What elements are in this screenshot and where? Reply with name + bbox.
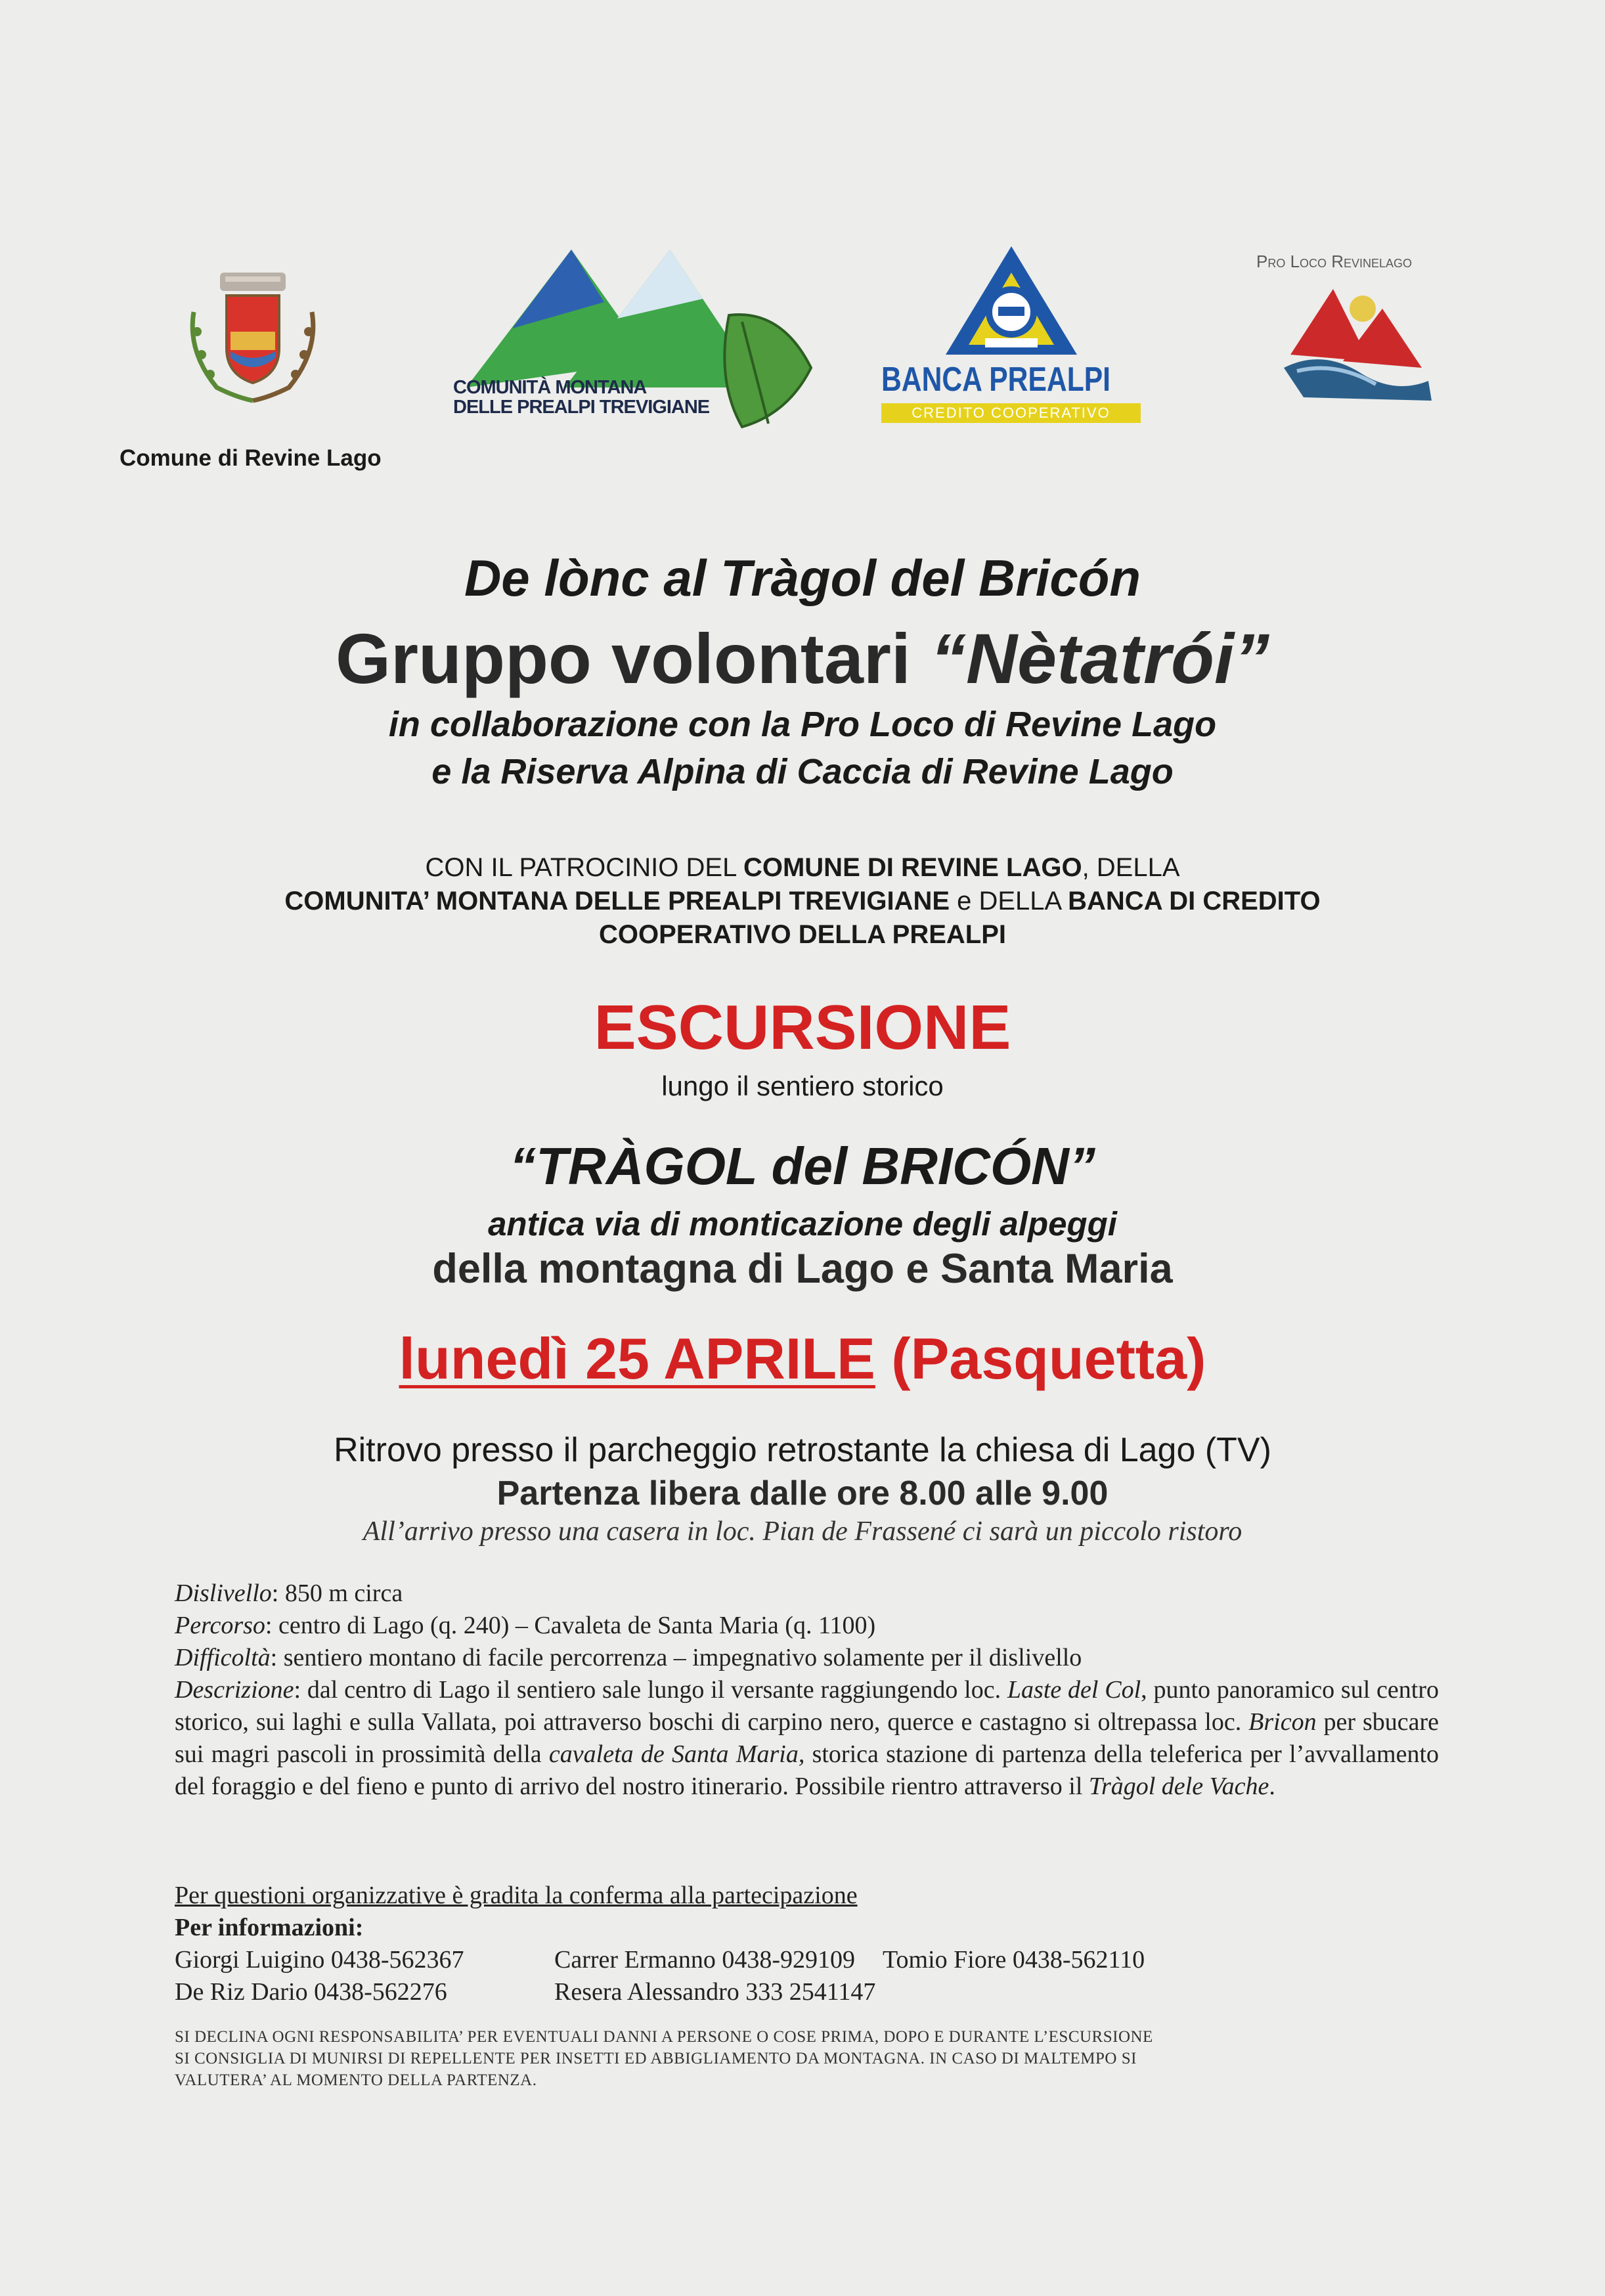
detail-percorso: Percorso: centro di Lago (q. 240) – Cavaleta de Santa Maria (q. 1100): [175, 1612, 876, 1639]
event-subtitle: lungo il sentiero storico: [661, 1071, 944, 1101]
banca-prealpi-sub: CREDITO COOPERATIVO: [881, 403, 1141, 423]
patronage-line-3: COOPERATIVO DELLA PREALPI: [598, 920, 1007, 949]
date-underlined: lunedì 25 APRILE: [399, 1326, 875, 1391]
event-date: [0, 1325, 1605, 1392]
detail-dislivello: Dislivello: 850 m circa: [175, 1579, 403, 1607]
intro-line-4: e la Riserva Alpina di Caccia di Revine Lago: [431, 752, 1174, 791]
patronage-line-2: COMUNITA’ MONTANA DELLE PREALPI TREVIGIANE e DELLA BANCA DI CREDITO: [284, 887, 1321, 916]
proloco-logo: [1284, 282, 1435, 401]
trail-place: della montagna di Lago e Santa Maria: [432, 1246, 1173, 1292]
contact-tomio: Tomio Fiore 0438-562110: [883, 1946, 1145, 1974]
contact-row-1: [175, 1944, 1439, 1976]
contact-carrer: Carrer Ermanno 0438-929109: [554, 1946, 855, 1974]
contact-giorgi: Giorgi Luigino 0438-562367: [175, 1946, 464, 1974]
contacts: [175, 1880, 1439, 2008]
info-label: Per informazioni:: [175, 1914, 364, 1941]
disclaimer: SI DECLINA OGNI RESPONSABILITA’ PER EVENTUALI DANNI A PERSONE O COSE PRIMA, DOPO E DURANTE L’ESCURSIONE SI CONSIGLIA DI MUNIRSI DI REPELLENTE PER INSETTI ED ABBIGLIAMENTO DA MONTAGNA. IN CASO DI MALTEMPO SI VALUTERA’ AL MOMENTO DELLA PARTENZA.: [175, 2028, 1153, 2089]
intro-group-name: [0, 617, 1605, 699]
patronage-line-1: CON IL PATROCINIO DEL COMUNE DI REVINE LAGO, DELLA: [425, 853, 1180, 882]
comune-coat-of-arms: [174, 266, 332, 417]
contact-deriz: De Riz Dario 0438-562276: [175, 1978, 447, 2006]
trail-name: “TRÀGOL del BRICÓN”: [510, 1137, 1095, 1195]
date-rest: (Pasquetta): [875, 1326, 1206, 1391]
meeting-point: Ritrovo presso il parcheggio retrostante la chiesa di Lago (TV): [334, 1431, 1271, 1469]
comunita-montana-caption: COMUNITÀ MONTANA DELLE PREALPI TREVIGIANE: [453, 377, 710, 418]
intro-line-3: in collaborazione con la Pro Loco di Revine Lago: [388, 705, 1217, 744]
intro-line-1: De lònc al Tràgol del Bricón: [464, 549, 1141, 607]
trail-details: [175, 1578, 1439, 1803]
banca-prealpi-logo: [946, 246, 1077, 355]
event-title: ESCURSIONE: [594, 992, 1011, 1063]
proloco-caption: Pro Loco Revinelago: [1256, 252, 1413, 271]
detail-descrizione: Descrizione: dal centro di Lago il sentiero sale lungo il versante raggiungendo loc. Laste del Col, punto panoramico sul centro storico, sui laghi e sulla Vallata, poi attraverso boschi di carpino nero, querce e castagno si oltrepassa loc. Bricon per sbucare sui magri pascoli in prossimità della cavaleta de Santa Maria, storica stazione di partenza della teleferica per l’avvallamento del foraggio e del fieno e punto di arrivo del nostro itinerario. Possibile rientro attraverso il Tràgol dele Vache.: [175, 1676, 1440, 1800]
contact-resera: Resera Alessandro 333 2541147: [554, 1978, 876, 2006]
comune-caption: Comune di Revine Lago: [120, 445, 382, 471]
patronage: [0, 851, 1605, 952]
group-name-plain: Gruppo volontari: [335, 619, 931, 698]
detail-difficolta: Difficoltà: sentiero montano di facile percorrenza – impegnativo solamente per il dislivello: [175, 1644, 1082, 1671]
refreshment-note: All’arrivo presso una casera in loc. Pian de Frassené ci sarà un piccolo ristoro: [363, 1516, 1242, 1547]
contact-row-2: [175, 1976, 1439, 2008]
group-name-italic: “Nètatrói”: [930, 619, 1270, 698]
banca-prealpi-name: BANCA PREALPI: [881, 361, 1111, 399]
confirmation-note: Per questioni organizzative è gradita la conferma alla partecipazione: [175, 1882, 858, 1909]
departure-time: Partenza libera dalle ore 8.00 alle 9.00: [496, 1474, 1109, 1512]
trail-desc: antica via di monticazione degli alpeggi: [488, 1205, 1117, 1243]
